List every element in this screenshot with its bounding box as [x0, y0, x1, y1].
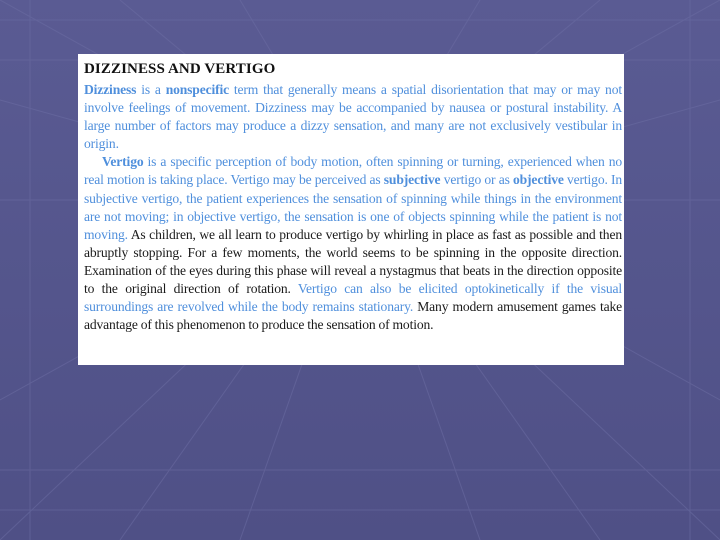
paragraph-dizziness: [84, 81, 624, 153]
p2-text-f: Many modern amusement games take advantage of this phenomenon to produce the sensation of motion.: [84, 299, 622, 333]
term-dizziness: Dizziness: [84, 82, 137, 97]
p2-text-e: Vertigo can also be elicited optokinetically if the visual surroundings are revolved while the body remains stationary.: [84, 281, 622, 315]
document-excerpt: [78, 54, 624, 365]
p2-text-c: vertigo. In subjective vertigo, the patient experiences the sensation of spinning while things in the environment are not moving; in objective vertigo, the sensation is one of objects spinning while the patient is not moving.: [84, 172, 623, 242]
p1-text-a: is a: [136, 82, 166, 97]
term-subjective: subjective: [383, 172, 441, 188]
p2-text-d: As children, we all learn to produce vertigo by whirling in place as fast as possible and then abruptly stopping. For a few moments, the world seems to be spinning in the opposite direction. Examination of the eyes during this phase will reveal a nystagmus that beats in the direction opposite to the original direction of rotation.: [84, 226, 622, 297]
p2-text-a: is a specific perception of body motion, often spinning or turning, experienced when no real motion is taking place. Vertigo may be perceived as: [84, 154, 622, 188]
p2-text-b: vertigo or as: [440, 172, 513, 188]
p1-text-b: term that generally means a spatial disorientation that may or may not involve feelings of movement. Dizziness may be accompanied by nausea or postural instability. A large number of factors may produce a dizzy sensation, and many are not exclusively vestibular in origin.: [84, 82, 622, 152]
term-objective: objective: [513, 172, 564, 188]
term-vertigo: Vertigo: [102, 154, 144, 170]
paragraph-vertigo: [84, 153, 624, 334]
term-nonspecific: nonspecific: [165, 82, 229, 97]
section-heading: DIZZINESS AND VERTIGO: [84, 61, 276, 77]
